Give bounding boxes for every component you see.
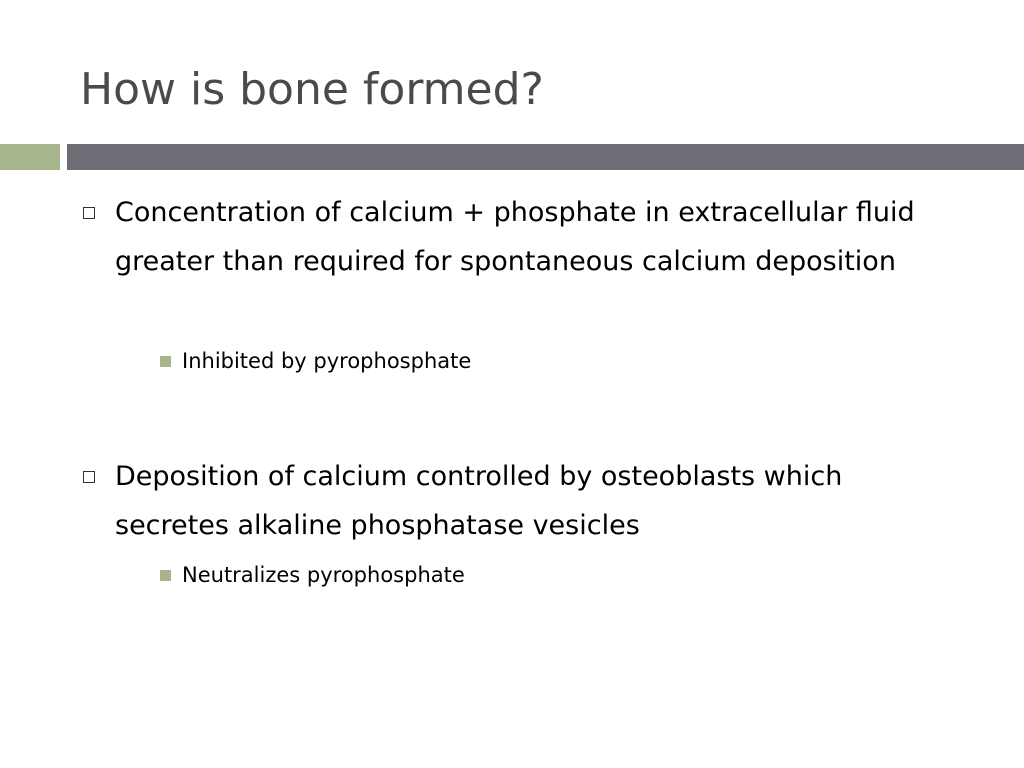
bullet-item-1: Concentration of calcium + phosphate in extracellular fluid greater than required for spontaneous calcium deposition	[115, 197, 915, 277]
title-accent-bar-gray	[67, 144, 1024, 170]
filled-square-bullet-icon	[160, 356, 171, 367]
title-accent-bar-green	[0, 144, 60, 170]
hollow-square-bullet-icon	[83, 207, 95, 219]
filled-square-bullet-icon	[160, 570, 171, 581]
slide-title: How is bone formed?	[80, 64, 544, 115]
sub-bullet-item-2: Neutralizes pyrophosphate	[182, 563, 465, 587]
bullet-item-2: Deposition of calcium controlled by osteoblasts which secretes alkaline phosphatase vesicles	[115, 461, 843, 541]
sub-bullet-item-1: Inhibited by pyrophosphate	[182, 349, 472, 373]
hollow-square-bullet-icon	[83, 471, 95, 483]
